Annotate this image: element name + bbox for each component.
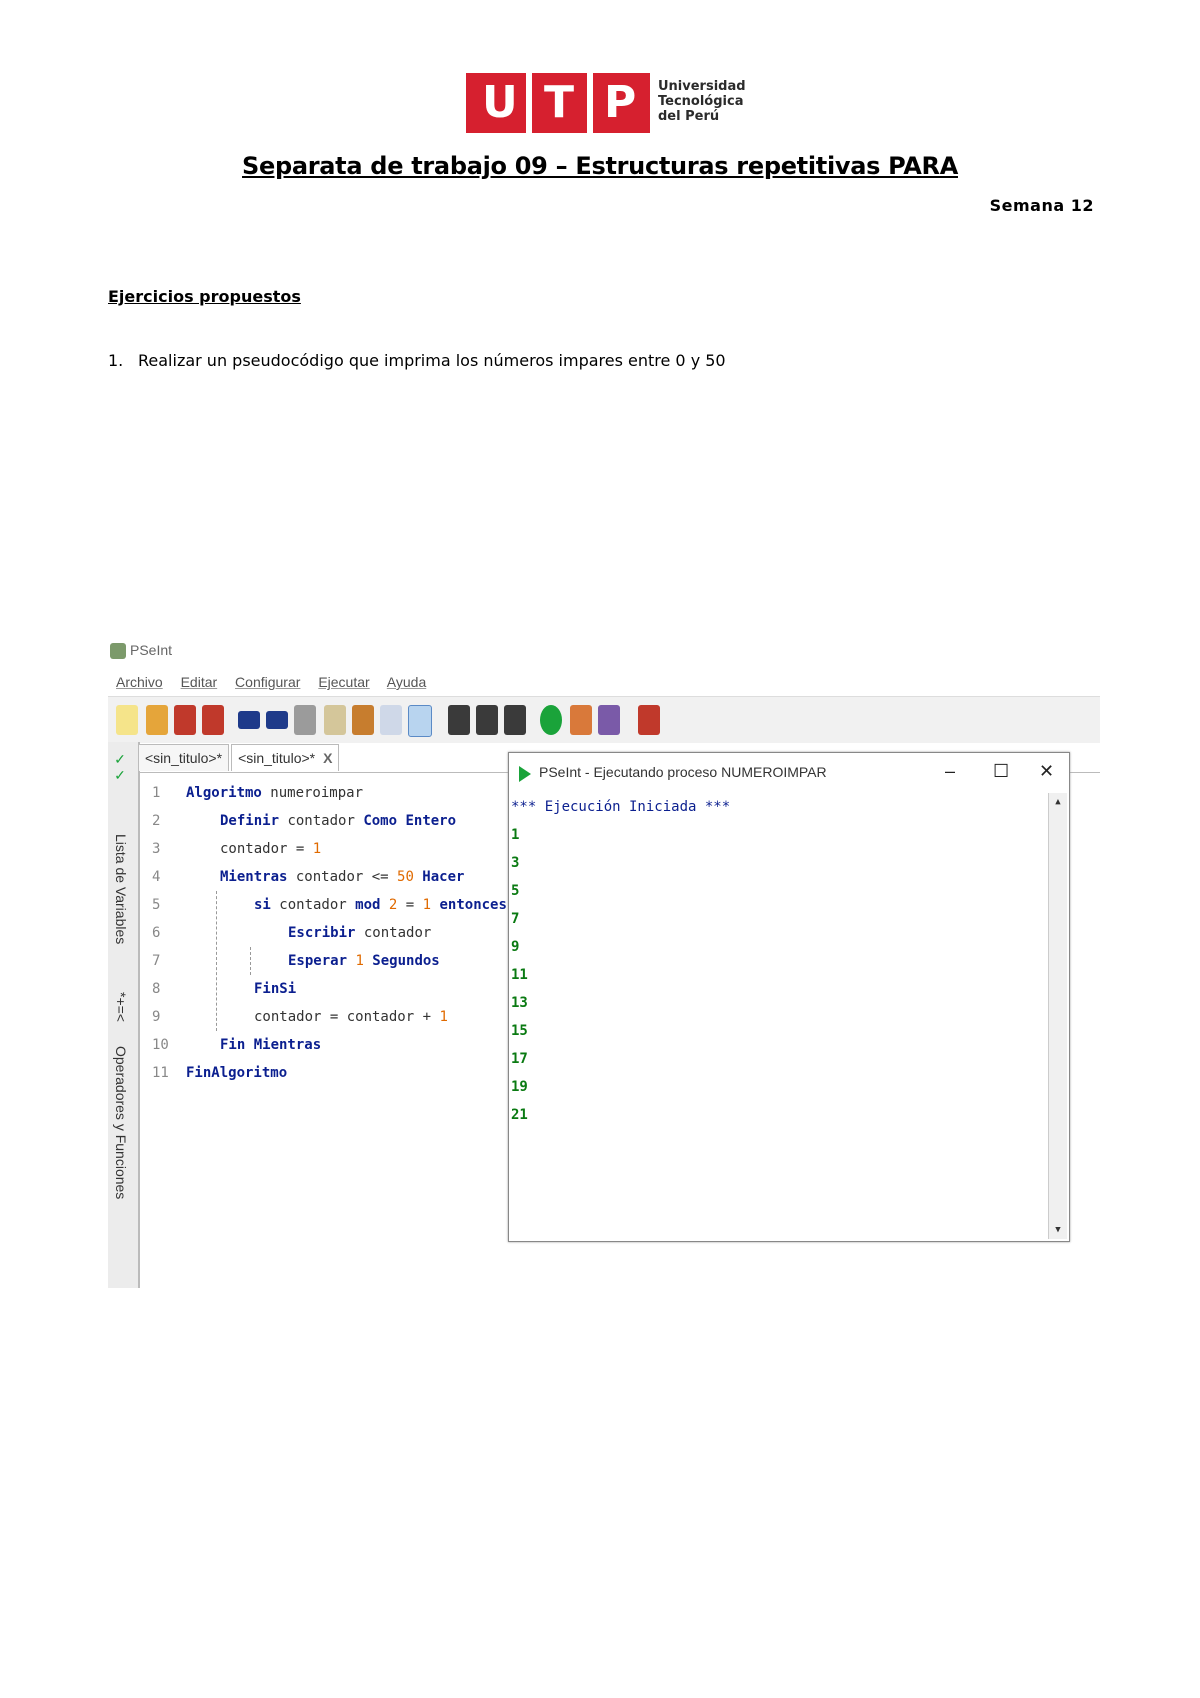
keyword-token: Segundos [363, 953, 440, 969]
maximize-button[interactable]: ☐ [993, 761, 1010, 781]
indent-guide [250, 947, 251, 975]
copy-icon[interactable] [324, 705, 346, 735]
line-number: 9 [152, 1009, 161, 1025]
undo-icon[interactable] [238, 711, 260, 729]
exercise-text: Realizar un pseudocódigo que imprima los números impares entre 0 y 50 [138, 351, 726, 370]
menu-ayuda[interactable]: Ayuda [386, 674, 427, 690]
step-icon[interactable] [570, 705, 592, 735]
lista-de-variables-tab[interactable]: Lista de Variables [113, 834, 129, 945]
find-next-icon[interactable] [504, 705, 526, 735]
code-line[interactable] [220, 863, 464, 891]
number-token: 2 [380, 897, 398, 913]
keyword-token: Como Entero [363, 813, 457, 829]
logo-letter-t: T [544, 77, 575, 128]
app-title-bar [110, 642, 172, 659]
code-line[interactable] [288, 919, 431, 947]
tab-file-2[interactable] [231, 744, 339, 771]
line-number: 11 [152, 1065, 169, 1081]
exercise-number: 1. [108, 351, 124, 370]
output-line: 17 [511, 1051, 528, 1067]
number-token: 1 [312, 841, 322, 857]
number-token: 1 [422, 897, 432, 913]
flowchart-icon[interactable] [598, 705, 620, 735]
vertical-scrollbar[interactable] [1048, 793, 1067, 1239]
logo-letter-p: P [604, 77, 637, 128]
operators-icon[interactable]: *+=< [113, 992, 129, 1022]
logo-separator [587, 73, 593, 133]
section-heading: Ejercicios propuestos [108, 287, 301, 306]
save-as-icon[interactable] [202, 705, 224, 735]
run-icon [519, 766, 531, 782]
side-panel [108, 742, 140, 1288]
line-number: 8 [152, 981, 161, 997]
toolbar [108, 696, 1100, 743]
execution-window-title-bar [509, 753, 1069, 793]
execution-started-header: *** Ejecución Iniciada *** [511, 799, 731, 815]
close-button[interactable]: ✕ [1039, 761, 1055, 781]
identifier-token: contador [270, 897, 356, 913]
utp-logo [466, 73, 746, 133]
code-line[interactable] [186, 779, 363, 807]
inspect-icon[interactable] [408, 705, 432, 737]
menu-configurar[interactable]: Configurar [235, 674, 301, 690]
line-number: 6 [152, 925, 161, 941]
new-file-icon[interactable] [116, 705, 138, 735]
app-title: PSeInt [130, 642, 173, 658]
keyword-token: Escribir [288, 925, 356, 941]
identifier-token: contador = [220, 841, 313, 857]
editor-tabs [138, 744, 341, 772]
keyword-token: si [254, 897, 271, 913]
variables-icon[interactable]: ✓✓ [113, 752, 129, 784]
keyword-token: Mientras [220, 869, 288, 885]
keyword-token: Fin Mientras [220, 1037, 322, 1053]
identifier-token: = [397, 897, 423, 913]
tab-file-1[interactable]: <sin_titulo>* [138, 744, 229, 771]
menu-editar[interactable]: Editar [180, 674, 218, 690]
identifier-token: contador [355, 925, 432, 941]
tab-label: <sin_titulo>* [238, 750, 316, 766]
scroll-down-icon[interactable]: ▼ [1055, 1225, 1061, 1235]
week-label: Semana 12 [989, 196, 1094, 215]
line-number: 4 [152, 869, 161, 885]
output-line: 21 [511, 1107, 528, 1123]
keyword-token: Definir [220, 813, 280, 829]
paste-icon[interactable] [352, 705, 374, 735]
logo-text-line: Universidad [658, 79, 746, 94]
line-number: 10 [152, 1037, 169, 1053]
code-line[interactable] [254, 975, 296, 1003]
number-token: 1 [347, 953, 364, 969]
output-line: 11 [511, 967, 528, 983]
logo-text-line: Tecnológica [658, 94, 744, 109]
output-line: 19 [511, 1079, 528, 1095]
code-line[interactable] [220, 807, 456, 835]
code-line[interactable] [288, 947, 440, 975]
keyword-token: Algoritmo [186, 785, 262, 801]
minimize-button[interactable]: – [945, 761, 956, 781]
output-line: 7 [511, 911, 520, 927]
code-line[interactable] [254, 1003, 448, 1031]
identifier-token: contador = contador + [254, 1009, 440, 1025]
output-line: 9 [511, 939, 520, 955]
help-icon[interactable] [638, 705, 660, 735]
keyword-token: mod [355, 897, 381, 913]
number-token: 1 [439, 1009, 448, 1025]
line-number: 2 [152, 813, 161, 829]
find-icon[interactable] [448, 705, 470, 735]
execution-window [508, 752, 1070, 1242]
code-line[interactable] [254, 891, 507, 919]
identifier-token: contador <= [287, 869, 398, 885]
menu-bar [116, 674, 440, 690]
keyword-token: Esperar [288, 953, 348, 969]
logo-letter-u: U [482, 77, 518, 128]
cut-icon[interactable] [294, 705, 316, 735]
execution-output [509, 793, 1067, 1239]
line-number: 5 [152, 897, 161, 913]
redo-icon[interactable] [266, 711, 288, 729]
keyword-token: Hacer [413, 869, 465, 885]
code-line[interactable] [220, 1031, 321, 1059]
output-line: 15 [511, 1023, 528, 1039]
run-icon[interactable] [540, 705, 562, 735]
exercise-item [108, 351, 726, 370]
indent-icon[interactable] [380, 705, 402, 735]
menu-archivo[interactable]: Archivo [116, 674, 163, 690]
logo-university-name [658, 79, 746, 124]
save-icon[interactable] [174, 705, 196, 735]
open-folder-icon[interactable] [146, 705, 168, 735]
document-title: Separata de trabajo 09 – Estructuras repetitivas PARA [242, 152, 958, 180]
find-previous-icon[interactable] [476, 705, 498, 735]
operadores-y-funciones-tab[interactable]: Operadores y Funciones [113, 1046, 129, 1200]
output-line: 1 [511, 827, 520, 843]
line-number: 7 [152, 953, 161, 969]
line-number: 1 [152, 785, 161, 801]
menu-ejecutar[interactable]: Ejecutar [318, 674, 370, 690]
keyword-token: FinSi [254, 981, 297, 997]
keyword-token: FinAlgoritmo [186, 1065, 288, 1081]
pseint-app-icon [110, 643, 126, 659]
number-token: 50 [397, 869, 414, 885]
line-number: 3 [152, 841, 161, 857]
output-line: 3 [511, 855, 520, 871]
output-line: 5 [511, 883, 520, 899]
close-tab-icon[interactable]: X [323, 750, 333, 766]
logo-text-line: del Perú [658, 109, 720, 124]
identifier-token: numeroimpar [261, 785, 364, 801]
output-line: 13 [511, 995, 528, 1011]
keyword-token: entonces [431, 897, 507, 913]
code-line[interactable] [186, 1059, 287, 1087]
scroll-up-icon[interactable]: ▲ [1055, 797, 1061, 807]
identifier-token: contador [279, 813, 364, 829]
indent-guide [216, 891, 217, 1031]
execution-window-title: PSeInt - Ejecutando proceso NUMEROIMPAR [539, 764, 827, 780]
code-line[interactable] [220, 835, 321, 863]
logo-separator [526, 73, 532, 133]
